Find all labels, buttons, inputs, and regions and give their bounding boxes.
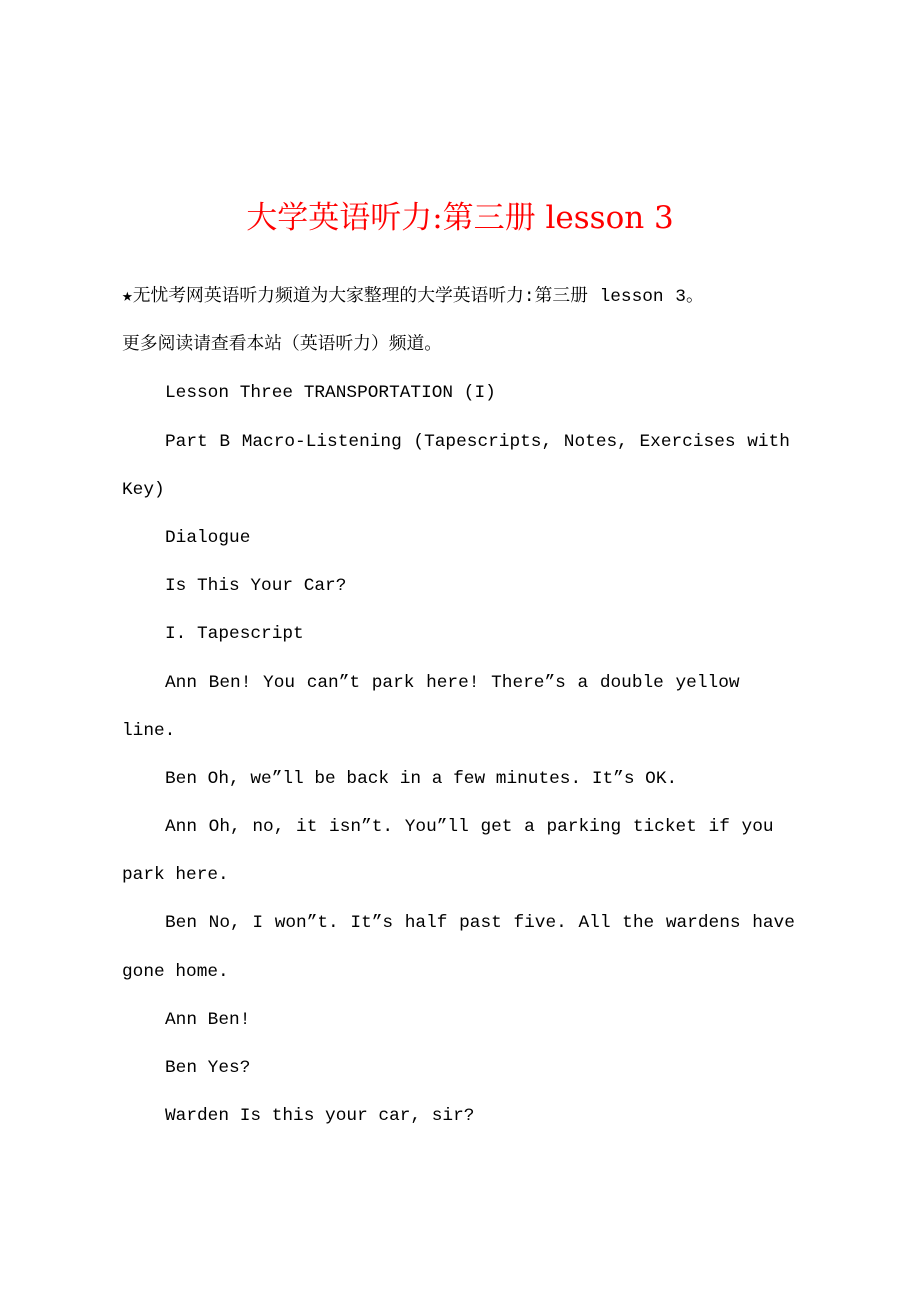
paragraph-line: gone home. — [122, 961, 229, 982]
paragraph-line: Part B Macro-Listening (Tapescripts, Notes, Exercises with — [165, 431, 790, 452]
document-title: 大学英语听力:第三册 lesson 3 — [246, 200, 674, 236]
paragraph-line: park here. — [122, 865, 229, 886]
dialogue-line: Ann Ben! — [165, 1009, 251, 1030]
paragraph-line: 更多阅读请查看本站（英语听力）频道。 — [122, 335, 443, 356]
dialogue-title: Is This Your Car? — [165, 576, 347, 597]
document-body — [122, 273, 902, 1140]
section-heading: Dialogue — [165, 527, 251, 548]
dialogue-line — [122, 659, 902, 755]
dialogue-line — [122, 803, 902, 899]
paragraph-line: Ann Ben! You can”t park here! There”s a double yellow — [165, 672, 740, 693]
subsection-heading: I. Tapescript — [165, 624, 304, 645]
paragraph-line: line. — [122, 720, 176, 741]
paragraph-line: ★无忧考网英语听力频道为大家整理的大学英语听力:第三册 lesson 3。 — [122, 287, 704, 307]
intro-paragraph — [122, 273, 902, 369]
dialogue-line: Ben Yes? — [165, 1058, 251, 1078]
paragraph-line: Key) — [122, 479, 165, 500]
lesson-heading: Lesson Three TRANSPORTATION (I) — [165, 383, 496, 404]
part-heading — [122, 418, 902, 514]
dialogue-line: Ben Oh, we”ll be back in a few minutes. It”s OK. — [165, 768, 678, 789]
paragraph-line: Ben No, I won”t. It”s half past five. All the wardens have — [165, 913, 795, 934]
dialogue-line: Warden Is this your car, sir? — [165, 1106, 475, 1127]
dialogue-line — [122, 899, 902, 995]
paragraph-line: Ann Oh, no, it isn”t. You”ll get a parking ticket if you — [165, 817, 774, 838]
